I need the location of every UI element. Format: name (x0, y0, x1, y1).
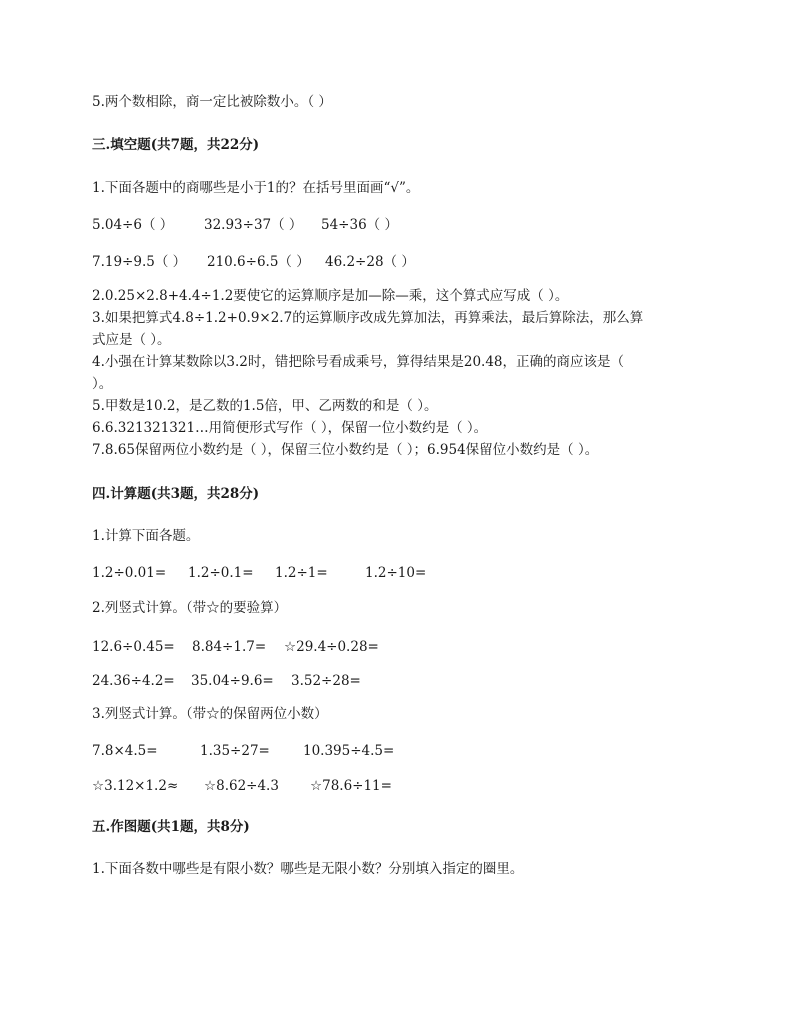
drawing-question-1: 1.下面各数中哪些是有限小数？哪些是无限小数？分别填入指定的圈里。 (92, 861, 524, 877)
fill-question-1: 1.下面各题中的商哪些是小于1的？在括号里面画“√”。 (92, 180, 420, 196)
expression: 1.2÷10= (365, 565, 427, 581)
calc-question-3: 3.列竖式计算。（带☆的保留两位小数） (92, 706, 328, 722)
expression: ☆29.4÷0.28= (284, 639, 379, 655)
section-heading-calculation: 四.计算题(共3题，共28分) (92, 486, 260, 502)
expression: 210.6÷6.5（ ） (207, 254, 310, 270)
expression: 1.2÷0.01= (92, 565, 167, 581)
expression: 1.35÷27= (200, 743, 270, 759)
expression: 1.2÷0.1= (188, 565, 254, 581)
fill-question-6: 6.6.321321321…用简便形式写作（ ），保留一位小数约是（ ）。 (92, 420, 488, 436)
fill-question-3-line-1: 3.如果把算式4.8÷1.2+0.9×2.7的运算顺序改成先算加法，再算乘法，最后算除法，那么算 (92, 310, 644, 326)
expression: ☆78.6÷11= (310, 778, 392, 794)
expression: 8.84÷1.7= (192, 639, 267, 655)
judgement-question-5: 5.两个数相除，商一定比被除数小。（ ） (92, 94, 332, 110)
expression: 3.52÷28= (291, 673, 361, 689)
expression: 7.8×4.5= (92, 743, 158, 759)
fill-question-3-line-2: 式应是（ ）。 (92, 332, 171, 348)
calc-question-2: 2.列竖式计算。（带☆的要验算） (92, 600, 288, 616)
expression: ☆8.62÷4.3 (204, 778, 279, 794)
fill-question-4-line-1: 4.小强在计算某数除以3.2时，错把除号看成乘号，算得结果是20.48，正确的商应该是（ (92, 354, 624, 370)
expression: 24.36÷4.2= (92, 673, 175, 689)
fill-question-7: 7.8.65保留两位小数约是（ ），保留三位小数约是（ ）；6.954保留位小数约是（ ）。 (92, 442, 599, 458)
fill-question-4-line-2: ）。 (92, 376, 113, 392)
fill-question-5: 5.甲数是10.2，是乙数的1.5倍，甲、乙两数的和是（ ）。 (92, 398, 438, 414)
section-heading-fill-in: 三.填空题(共7题，共22分) (92, 137, 260, 153)
expression: ☆3.12×1.2≈ (92, 778, 179, 794)
fill-question-2: 2.0.25×2.8+4.4÷1.2要使它的运算顺序是加—除—乘，这个算式应写成（ ）。 (92, 288, 569, 304)
expression: 35.04÷9.6= (191, 673, 274, 689)
expression: 46.2÷28（ ） (325, 254, 415, 270)
expression: 32.93÷37（ ） (204, 217, 303, 233)
expression: 10.395÷4.5= (303, 743, 395, 759)
expression: 12.6÷0.45= (92, 639, 175, 655)
calc-question-1: 1.计算下面各题。 (92, 528, 200, 544)
expression: 54÷36（ ） (321, 217, 398, 233)
expression: 7.19÷9.5（ ） (92, 254, 187, 270)
expression: 5.04÷6（ ） (92, 217, 174, 233)
expression: 1.2÷1= (275, 565, 328, 581)
section-heading-drawing: 五.作图题(共1题，共8分) (92, 819, 250, 835)
